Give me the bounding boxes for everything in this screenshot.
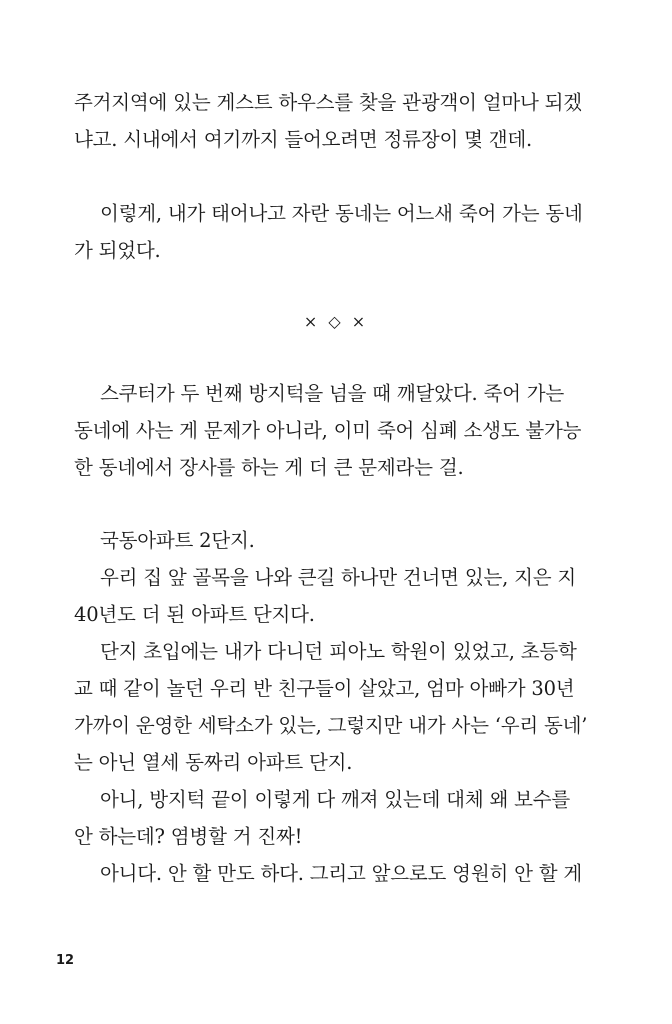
page-number: 12: [56, 953, 75, 968]
text-line: 단지 초입에는 내가 다니던 피아노 학원이 있었고, 초등학: [100, 640, 577, 663]
text-line: 는 아닌 열세 동짜리 아파트 단지.: [74, 751, 353, 774]
section-divider: × ◇ ×: [303, 312, 369, 331]
text-line: 가까이 운영한 세탁소가 있는, 그렇지만 내가 사는 ‘우리 동네’: [74, 714, 588, 737]
text-line: 국동아파트 2단지.: [100, 529, 255, 552]
text-line: 냐고. 시내에서 여기까지 들어오려면 정류장이 몇 갠데.: [74, 128, 533, 151]
text-line: 아니, 방지턱 끝이 이렇게 다 깨져 있는데 대체 왜 보수를: [100, 788, 570, 811]
text-line: 40년도 더 된 아파트 단지다.: [74, 603, 315, 626]
text-line: 우리 집 앞 골목을 나와 큰길 하나만 건너면 있는, 지은 지: [100, 566, 576, 589]
text-line: 안 하는데? 염병할 거 진짜!: [74, 825, 303, 848]
text-line: 이렇게, 내가 태어나고 자란 동네는 어느새 죽어 가는 동네: [100, 202, 583, 225]
text-line: 한 동네에서 장사를 하는 게 더 큰 문제라는 걸.: [74, 456, 464, 479]
text-line: 주거지역에 있는 게스트 하우스를 찾을 관광객이 얼마나 되겠: [74, 91, 582, 114]
text-line: 교 때 같이 놀던 우리 반 친구들이 살았고, 엄마 아빠가 30년: [74, 677, 575, 700]
text-line: 가 되었다.: [74, 239, 161, 262]
text-line: 아니다. 안 할 만도 하다. 그리고 앞으로도 영원히 안 할 게: [100, 862, 582, 885]
text-line: 동네에 사는 게 문제가 아니라, 이미 죽어 심폐 소생도 불가능: [74, 419, 582, 442]
text-line: 스쿠터가 두 번째 방지턱을 넘을 때 깨달았다. 죽어 가는: [100, 382, 565, 405]
